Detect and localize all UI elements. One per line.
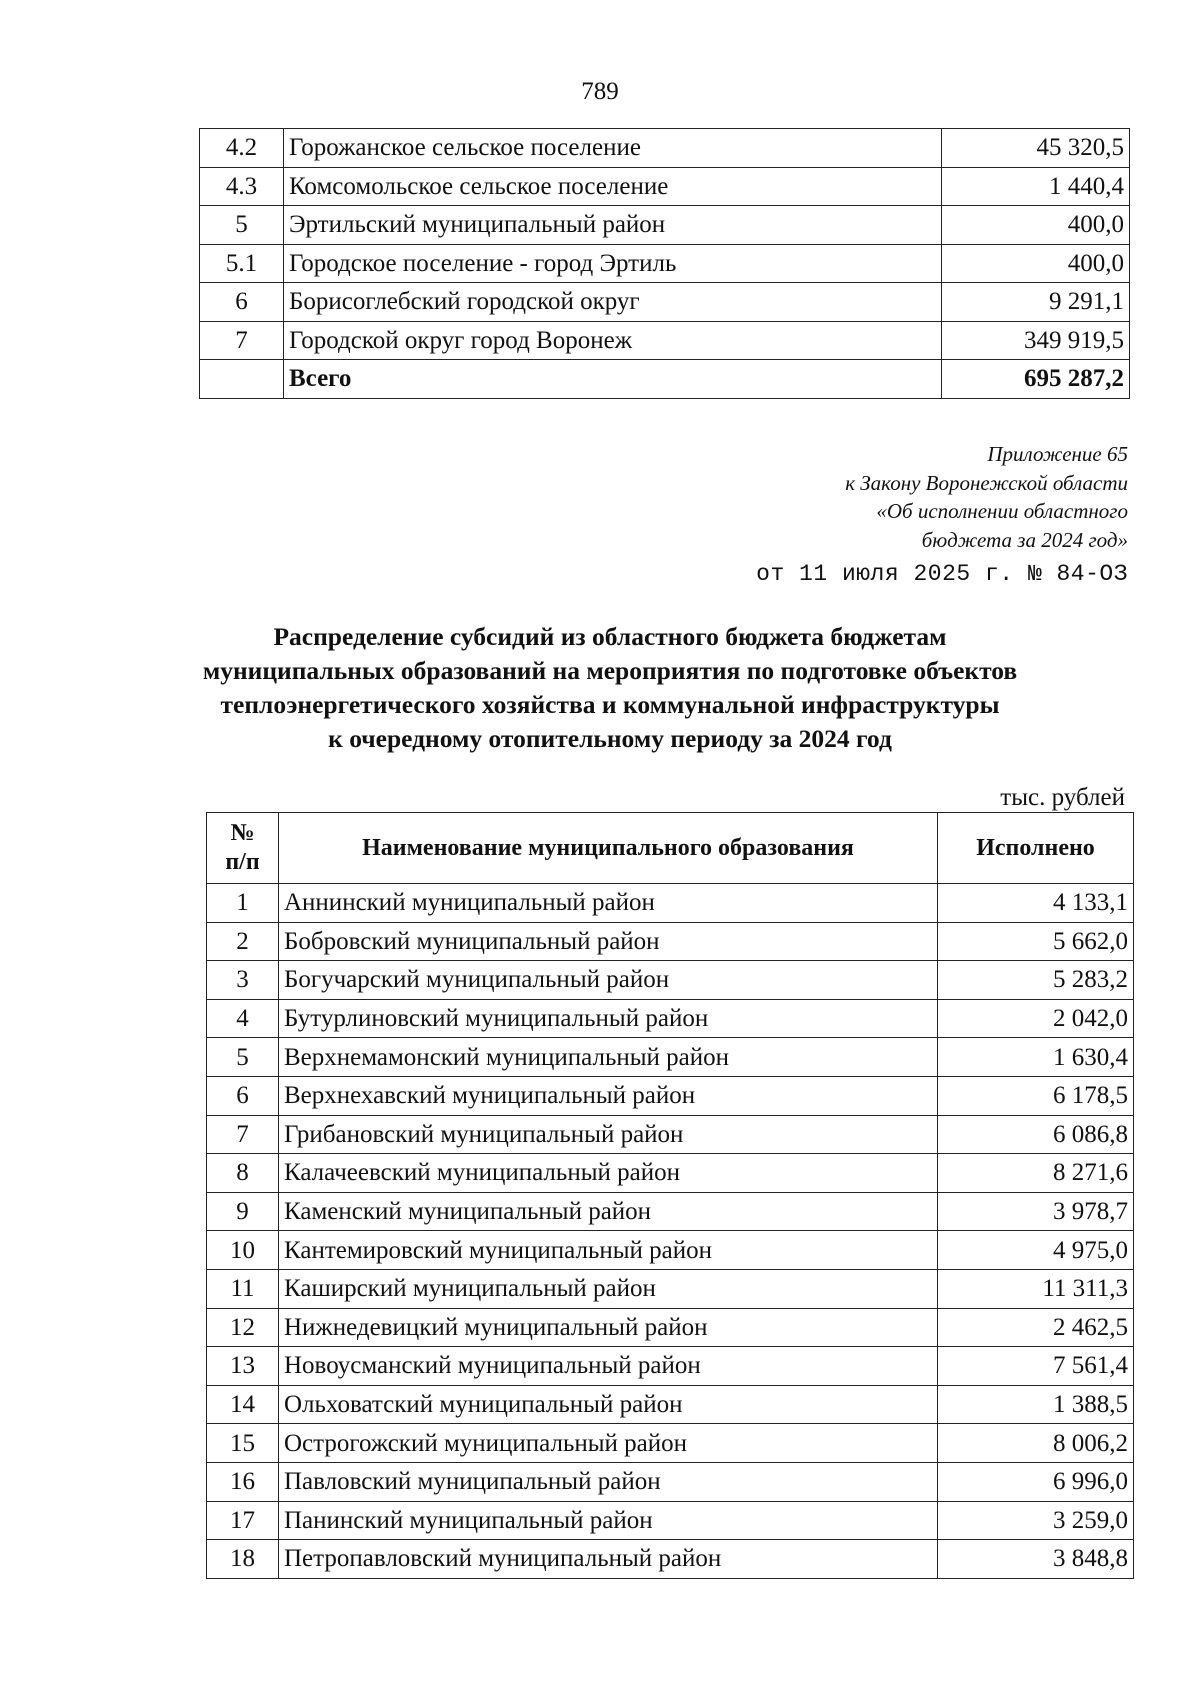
table-row xyxy=(207,1385,1134,1424)
row-value: 695 287,2 xyxy=(942,360,1130,399)
table-row xyxy=(200,129,1130,168)
appendix-line-2: к Закону Воронежской области xyxy=(845,470,1128,495)
row-number: 11 xyxy=(207,1269,279,1308)
row-value: 6 178,5 xyxy=(938,1076,1134,1115)
total-row xyxy=(200,360,1130,399)
document-title xyxy=(150,620,1070,756)
row-number: 4 xyxy=(207,999,279,1038)
row-number: 2 xyxy=(207,922,279,961)
row-name: Каширский муниципальный район xyxy=(279,1269,938,1308)
row-value: 8 271,6 xyxy=(938,1154,1134,1193)
row-number: 6 xyxy=(200,283,284,322)
row-value: 7 561,4 xyxy=(938,1347,1134,1386)
row-name: Горожанское сельское поселение xyxy=(284,129,942,168)
row-value: 4 133,1 xyxy=(938,884,1134,923)
row-name: Городской округ город Воронеж xyxy=(284,321,942,360)
header-value: Исполнено xyxy=(938,813,1134,884)
row-value: 8 006,2 xyxy=(938,1424,1134,1463)
table-row xyxy=(207,1231,1134,1270)
row-number: 7 xyxy=(200,321,284,360)
row-value: 6 086,8 xyxy=(938,1115,1134,1154)
previous-table-body xyxy=(200,129,1130,399)
row-value: 3 259,0 xyxy=(938,1501,1134,1540)
row-name: Борисоглебский городской округ xyxy=(284,283,942,322)
row-number: 9 xyxy=(207,1192,279,1231)
row-name: Верхнехавский муниципальный район xyxy=(279,1076,938,1115)
header-num-line-2: п/п xyxy=(225,849,260,875)
row-value: 349 919,5 xyxy=(942,321,1130,360)
table-row xyxy=(200,283,1130,322)
appendix-header xyxy=(756,440,1128,589)
title-line-1: Распределение субсидий из областного бюджета бюджетам xyxy=(273,622,947,651)
row-number: 14 xyxy=(207,1385,279,1424)
row-number: 5 xyxy=(207,1038,279,1077)
table-row xyxy=(207,922,1134,961)
header-row xyxy=(207,813,1134,884)
table-row xyxy=(200,167,1130,206)
table-row xyxy=(200,244,1130,283)
row-name: Новоусманский муниципальный район xyxy=(279,1347,938,1386)
row-number: 10 xyxy=(207,1231,279,1270)
row-number: 3 xyxy=(207,961,279,1000)
row-name: Нижнедевицкий муниципальный район xyxy=(279,1308,938,1347)
row-value: 45 320,5 xyxy=(942,129,1130,168)
row-name: Бобровский муниципальный район xyxy=(279,922,938,961)
row-number: 8 xyxy=(207,1154,279,1193)
appendix-line-1: Приложение 65 xyxy=(987,442,1128,466)
row-name: Городское поселение - город Эртиль xyxy=(284,244,942,283)
row-number: 5.1 xyxy=(200,244,284,283)
subsidy-table-body xyxy=(207,884,1134,1579)
table-row xyxy=(207,1462,1134,1501)
table-row xyxy=(207,1308,1134,1347)
row-value: 1 388,5 xyxy=(938,1385,1134,1424)
header-num-line-1: № xyxy=(230,820,255,847)
row-name: Павловский муниципальный район xyxy=(279,1462,938,1501)
row-number: 7 xyxy=(207,1115,279,1154)
table-row xyxy=(207,961,1134,1000)
row-value: 6 996,0 xyxy=(938,1462,1134,1501)
table-row xyxy=(207,1154,1134,1193)
row-name: Бутурлиновский муниципальный район xyxy=(279,999,938,1038)
row-value: 3 978,7 xyxy=(938,1192,1134,1231)
title-line-3: теплоэнергетического хозяйства и коммунальной инфраструктуры xyxy=(220,690,1000,719)
table-row xyxy=(207,1076,1134,1115)
row-value: 9 291,1 xyxy=(942,283,1130,322)
subsidy-table-header xyxy=(207,813,1134,884)
row-name: Петропавловский муниципальный район xyxy=(279,1540,938,1579)
table-row xyxy=(207,884,1134,923)
row-number: 5 xyxy=(200,206,284,245)
row-name: Аннинский муниципальный район xyxy=(279,884,938,923)
row-value: 1 630,4 xyxy=(938,1038,1134,1077)
row-number: 4.2 xyxy=(200,129,284,168)
row-name: Острогожский муниципальный район xyxy=(279,1424,938,1463)
row-value: 2 042,0 xyxy=(938,999,1134,1038)
table-row xyxy=(207,1038,1134,1077)
header-num xyxy=(207,813,279,884)
row-number: 4.3 xyxy=(200,167,284,206)
row-number: 15 xyxy=(207,1424,279,1463)
header-name: Наименование муниципального образования xyxy=(279,813,938,884)
title-line-4: к очередному отопительному периоду за 2024 год xyxy=(328,724,892,753)
row-value: 2 462,5 xyxy=(938,1308,1134,1347)
row-number: 6 xyxy=(207,1076,279,1115)
appendix-line-3: «Об исполнении областного xyxy=(876,499,1128,523)
table-row xyxy=(207,1540,1134,1579)
row-name: Богучарский муниципальный район xyxy=(279,961,938,1000)
table-row xyxy=(207,1192,1134,1231)
appendix-date: от 11 июля 2025 г. № 84-ОЗ xyxy=(756,561,1128,587)
table-row xyxy=(207,1269,1134,1308)
row-name: Каменский муниципальный район xyxy=(279,1192,938,1231)
row-name: Калачеевский муниципальный район xyxy=(279,1154,938,1193)
row-number: 13 xyxy=(207,1347,279,1386)
table-row xyxy=(200,321,1130,360)
row-value: 5 283,2 xyxy=(938,961,1134,1000)
row-name: Эртильский муниципальный район xyxy=(284,206,942,245)
row-value: 4 975,0 xyxy=(938,1231,1134,1270)
row-name: Комсомольское сельское поселение xyxy=(284,167,942,206)
row-value: 5 662,0 xyxy=(938,922,1134,961)
row-name: Панинский муниципальный район xyxy=(279,1501,938,1540)
table-row xyxy=(207,1424,1134,1463)
row-name: Кантемировский муниципальный район xyxy=(279,1231,938,1270)
table-row xyxy=(200,206,1130,245)
row-value: 11 311,3 xyxy=(938,1269,1134,1308)
row-number: 1 xyxy=(207,884,279,923)
title-line-2: муниципальных образований на мероприятия по подготовке объектов xyxy=(202,656,1018,685)
row-number xyxy=(200,360,284,399)
row-name: Верхнемамонский муниципальный район xyxy=(279,1038,938,1077)
previous-table xyxy=(199,128,1130,399)
table-row xyxy=(207,1347,1134,1386)
subsidy-table xyxy=(206,812,1134,1579)
row-value: 400,0 xyxy=(942,244,1130,283)
table-row xyxy=(207,1115,1134,1154)
row-number: 18 xyxy=(207,1540,279,1579)
row-name: Всего xyxy=(284,360,942,399)
table-row xyxy=(207,999,1134,1038)
row-value: 3 848,8 xyxy=(938,1540,1134,1579)
row-value: 1 440,4 xyxy=(942,167,1130,206)
row-name: Ольховатский муниципальный район xyxy=(279,1385,938,1424)
row-value: 400,0 xyxy=(942,206,1130,245)
row-number: 16 xyxy=(207,1462,279,1501)
units-label: тыс. рублей xyxy=(1000,784,1125,811)
row-number: 17 xyxy=(207,1501,279,1540)
row-name: Грибановский муниципальный район xyxy=(279,1115,938,1154)
table-row xyxy=(207,1501,1134,1540)
appendix-line-4: бюджета за 2024 год» xyxy=(921,527,1128,552)
page-number: 789 xyxy=(581,78,619,105)
row-number: 12 xyxy=(207,1308,279,1347)
